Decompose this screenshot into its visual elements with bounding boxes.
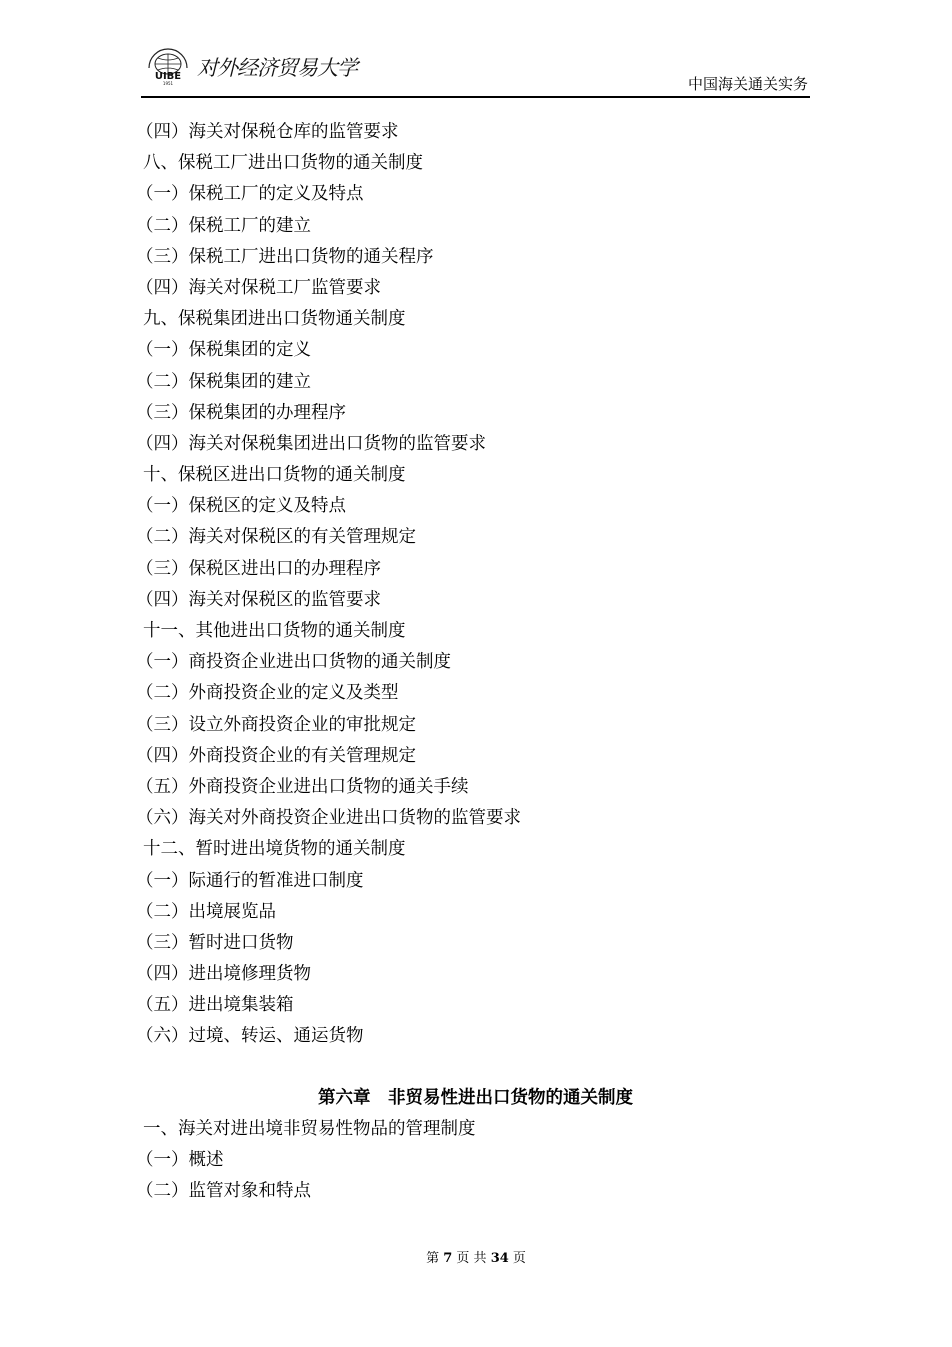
total-pages: 34	[490, 1251, 509, 1266]
toc-line: （五）进出境集装箱	[136, 995, 294, 1016]
page-header	[141, 44, 810, 98]
toc-line: （三）保税区进出口的办理程序	[136, 558, 381, 579]
toc-line: （一）概述	[136, 1150, 224, 1171]
chapter-heading: 第六章 非贸易性进出口货物的通关制度	[318, 1088, 633, 1108]
toc-line: （五）外商投资企业进出口货物的通关手续	[136, 776, 469, 797]
page-footer	[0, 1247, 952, 1266]
toc-line: 十二、暂时进出境货物的通关制度	[143, 839, 406, 860]
toc-line: 九、保税集团进出口货物通关制度	[143, 309, 406, 330]
toc-line: （一）保税工厂的定义及特点	[136, 184, 364, 205]
university-name: 对外经济贸易大学	[197, 56, 357, 80]
toc-line: （二）监管对象和特点	[136, 1181, 311, 1202]
university-logo	[145, 48, 191, 86]
footer-prefix: 第	[426, 1251, 440, 1266]
toc-line: （二）保税集团的建立	[136, 371, 311, 392]
toc-line: （三）设立外商投资企业的审批规定	[136, 714, 416, 735]
svg-text:1951: 1951	[162, 81, 174, 86]
chapter-toc-list	[136, 1114, 810, 1208]
toc-line: （六）海关对外商投资企业进出口货物的监管要求	[136, 808, 521, 829]
toc-line: 八、保税工厂进出口货物的通关制度	[143, 153, 423, 174]
toc-line: （四）外商投资企业的有关管理规定	[136, 745, 416, 766]
toc-line: （一）际通行的暂准进口制度	[136, 870, 364, 891]
toc-line: （二）海关对保税区的有关管理规定	[136, 527, 416, 548]
svg-text:UIBE: UIBE	[154, 71, 182, 82]
page-number: 7	[443, 1251, 453, 1266]
footer-suffix: 页	[512, 1251, 526, 1266]
toc-line: （三）保税集团的办理程序	[136, 402, 346, 423]
toc-line: 十一、其他进出口货物的通关制度	[143, 621, 406, 641]
toc-line: （四）进出境修理货物	[136, 964, 311, 985]
toc-list	[136, 117, 810, 1053]
toc-line: （一）商投资企业进出口货物的通关制度	[136, 652, 451, 673]
toc-line: （二）保税工厂的建立	[136, 215, 311, 236]
toc-line: 一、海关对进出境非贸易性物品的管理制度	[143, 1119, 476, 1139]
toc-line: （三）暂时进口货物	[136, 932, 294, 953]
toc-line: （四）海关对保税集团进出口货物的监管要求	[136, 433, 486, 454]
toc-line: （四）海关对保税工厂监管要求	[136, 277, 381, 298]
toc-line: （二）出境展览品	[136, 901, 276, 922]
toc-line: （一）保税区的定义及特点	[136, 496, 346, 517]
toc-line: （二）外商投资企业的定义及类型	[136, 683, 399, 704]
toc-line: （三）保税工厂进出口货物的通关程序	[136, 246, 434, 267]
toc-line: 十、保税区进出口货物的通关制度	[143, 465, 406, 486]
toc-line: （四）海关对保税仓库的监管要求	[136, 122, 399, 142]
toc-line: （四）海关对保税区的监管要求	[136, 589, 381, 610]
toc-line: （一）保税集团的定义	[136, 340, 311, 361]
footer-mid: 页 共	[456, 1251, 487, 1266]
course-title: 中国海关通关实务	[687, 75, 808, 93]
toc-line: （六）过境、转运、通运货物	[136, 1026, 364, 1047]
